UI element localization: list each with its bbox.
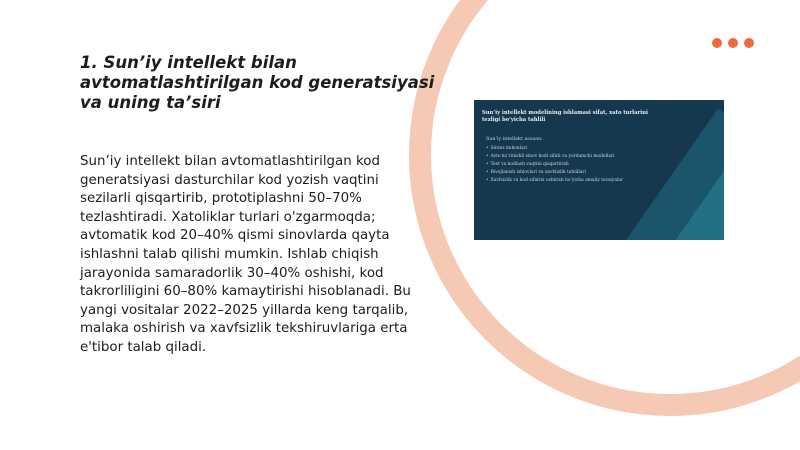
slide-title: 1. Sun’iy intellekt bilan avtomatlashtirilgan kod generatsiyasi va uning ta’siri bbox=[80, 53, 435, 112]
list-item: • Sintez imkonlari bbox=[486, 146, 528, 151]
list-item: • Avto ko‘rinishli sinov kodi sifati va yordamchi modellari bbox=[486, 154, 615, 159]
dot bbox=[744, 38, 754, 48]
dot bbox=[712, 38, 722, 48]
list-item: • Test va kodlash vaqtini qisqartirish bbox=[486, 162, 569, 167]
card-title: Sun’iy intellekt modelining ishlamasi sifat, xato turlarini tezligi bo‘yicha tahlili bbox=[482, 110, 648, 123]
card-intro: Sun’iy intellekt asosan: bbox=[486, 137, 543, 142]
dot bbox=[728, 38, 738, 48]
three-dots-icon[interactable] bbox=[712, 38, 754, 48]
list-item: • Rivojlanish ishlovlari va xavfsizlik tahlillari bbox=[486, 170, 586, 175]
card-list bbox=[486, 146, 686, 186]
content-card-image bbox=[474, 100, 724, 240]
slide-body-text: Sun’iy intellekt bilan avtomatlashtirilgan kod generatsiyasi dasturchilar kod yozish vaqtini sezilarli qisqartirib, prototiplashni 50–70% tezlashtiradi. Xatoliklar turlari o'zgarmoqda; avtomatik kod 20–40% qismi sinovlarda qayta ishlashni talab qilishi mumkin. Ishlab chiqish jarayonida samaradorlik 30–40% oshishi, kod takrorliligini 60–80% kamaytirishi hisoblanadi. Bu yangi vositalar 2022–2025 yillarda keng tarqalib, malaka oshirish va xavfsizlik tekshiruvlariga erta e'tibor talab qiladi. bbox=[80, 154, 411, 355]
list-item: • Xavfsizlik va kod sifatini oshirish bo‘yicha amaliy tavsiyalar bbox=[486, 178, 623, 183]
